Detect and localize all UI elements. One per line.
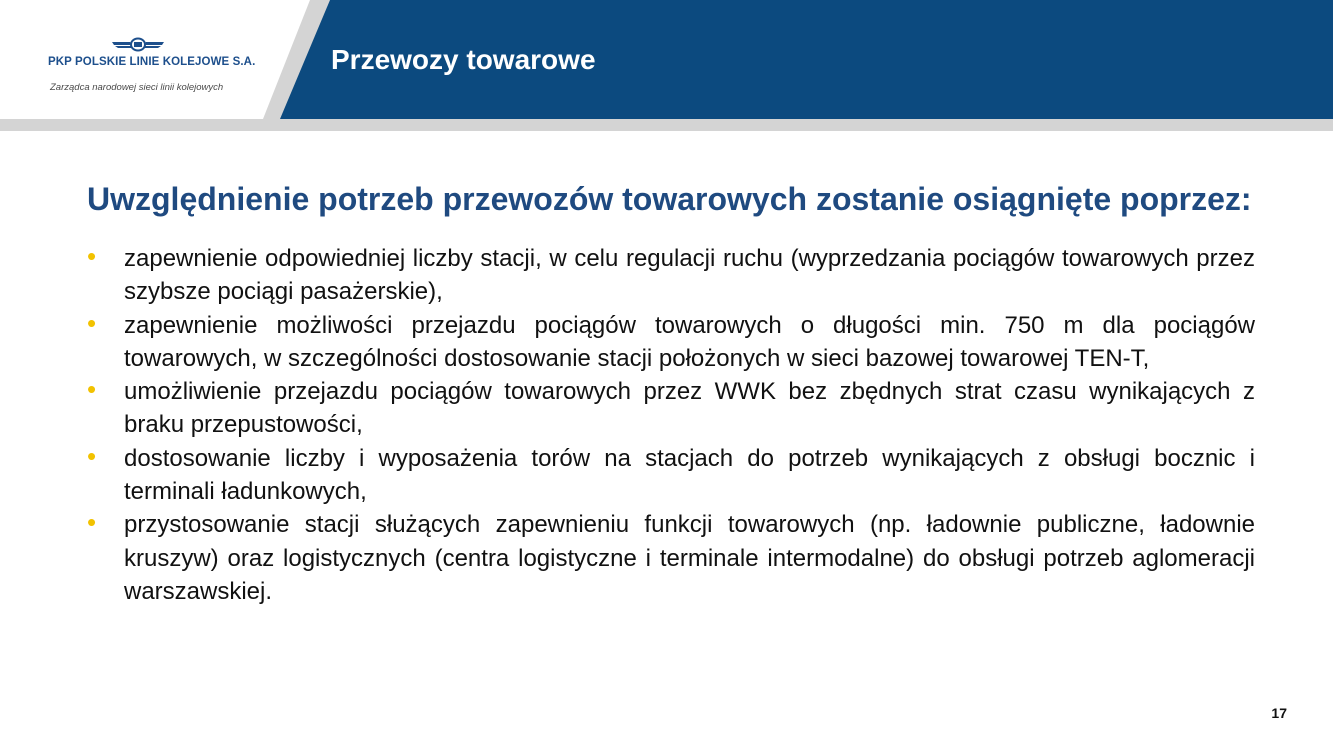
bullet-dot-icon: • <box>87 507 97 538</box>
slide-header <box>0 0 1333 131</box>
bullet-dot-icon: • <box>87 374 97 405</box>
bullet-text: zapewnienie możliwości przejazdu pociągów towarowych o długości min. 750 m dla pociągów towarowych, w szczególności dostosowanie stacji położonych w sieci bazowej towarowej TEN-T, <box>124 311 1255 372</box>
page-number: 17 <box>1271 705 1287 721</box>
bullet-text: przystosowanie stacji służących zapewnieniu funkcji towarowych (np. ładownie publiczne, ładownie kruszyw) oraz logistycznych (centra logistyczne i terminale intermodalne) do obsługi potrzeb aglomeracji warszawskiej. <box>124 511 1255 605</box>
bullet-item <box>87 242 1255 309</box>
bullet-item <box>87 442 1255 509</box>
bullet-item <box>87 309 1255 376</box>
bullet-dot-icon: • <box>87 307 97 338</box>
bullet-text: dostosowanie liczby i wyposażenia torów na stacjach do potrzeb wynikających z obsługi bocznic i terminali ładunkowych, <box>124 444 1255 506</box>
bullet-text: zapewnienie odpowiedniej liczby stacji, w celu regulacji ruchu (wyprzedzania pociągów towarowych przez szybsze pociągi pasażerskie), <box>124 245 1255 306</box>
slide-content <box>87 178 1255 608</box>
logo <box>40 36 256 93</box>
gray-band <box>0 119 1333 131</box>
header-title: Przewozy towarowe <box>331 44 596 75</box>
pkp-winged-emblem-icon <box>110 36 166 54</box>
bullet-item <box>87 375 1255 442</box>
logo-tagline: Zarządca narodowej sieci linii kolejowych <box>50 82 224 93</box>
logo-company-name: PKP POLSKIE LINIE KOLEJOWE S.A. <box>48 56 256 68</box>
bullet-list <box>87 242 1255 608</box>
bullet-dot-icon: • <box>87 440 97 471</box>
bullet-text: umożliwienie przejazdu pociągów towarowych przez WWK bez zbędnych strat czasu wynikających z braku przepustowości, <box>124 378 1255 439</box>
bullet-item <box>87 508 1255 608</box>
slide-heading: Uwzględnienie potrzeb przewozów towarowych zostanie osiągnięte poprzez: <box>87 181 1252 217</box>
bullet-dot-icon: • <box>87 241 97 271</box>
